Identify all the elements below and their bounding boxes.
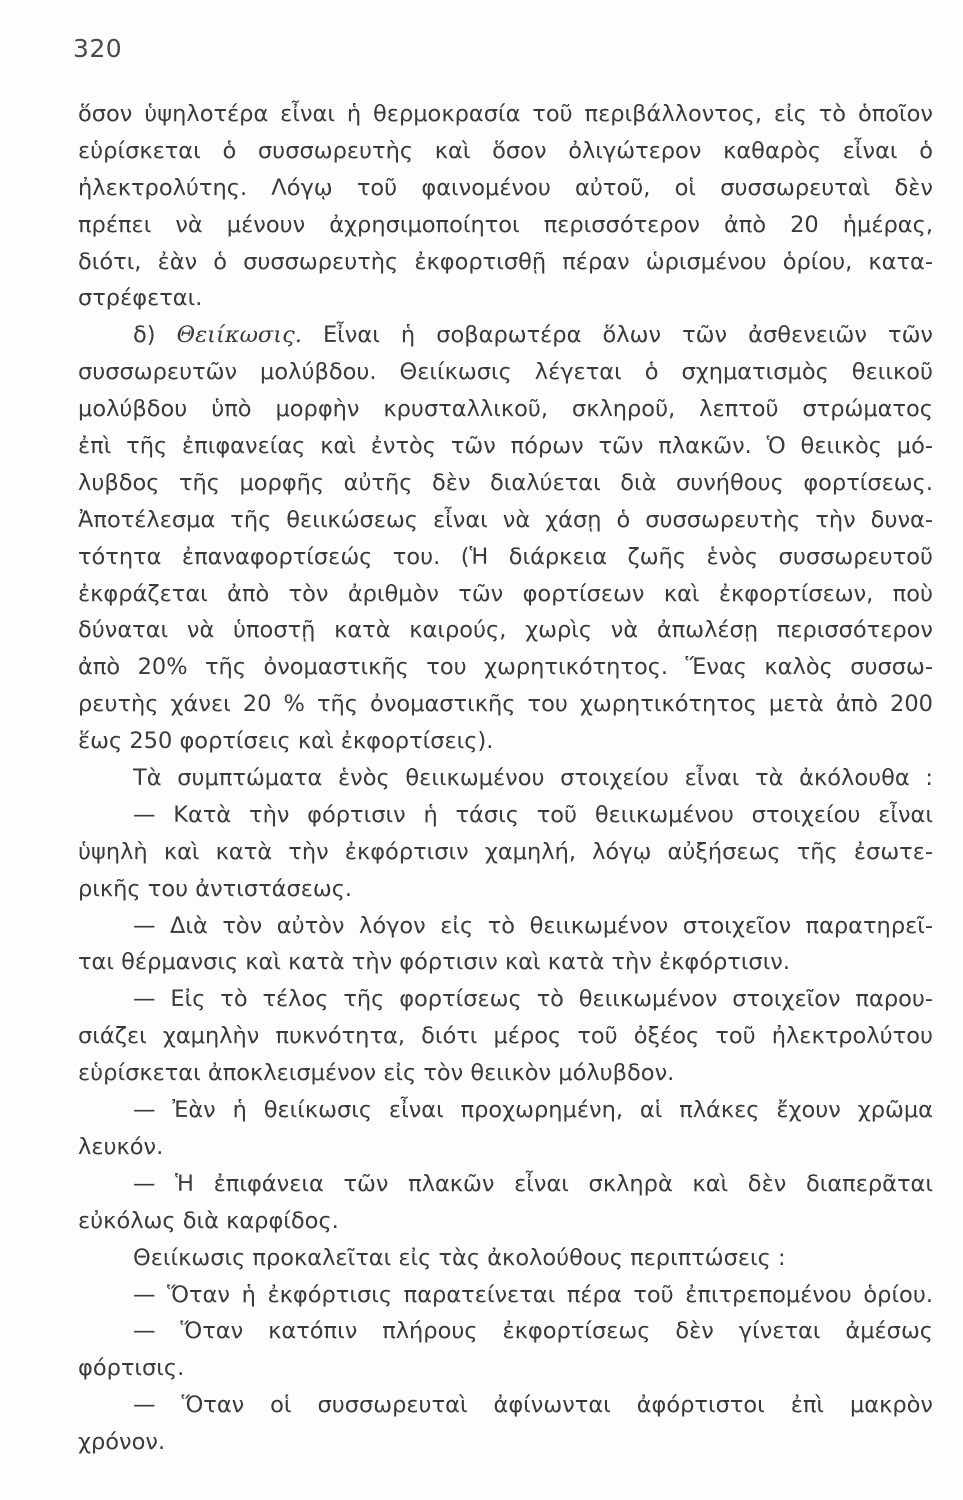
text-line: Θειίκωσις προκαλεῖται εἰς τὰς ἀκολούθους περιπτώσεις :	[133, 1244, 786, 1271]
text-line	[78, 317, 933, 354]
text-line: φόρτισις.	[78, 1355, 185, 1382]
text-line: ἠλεκτρολύτης. Λόγῳ τοῦ φαινομένου αὐτοῦ, οἱ συσσωρευταὶ δὲν	[78, 174, 933, 201]
text-line: — Ὅταν οἱ συσσωρευταὶ ἀφίνωνται ἀφόρτιστοι ἐπὶ μακρὸν	[133, 1392, 933, 1419]
text-line: — Εἰς τὸ τέλος τῆς φορτίσεως τὸ θειικωμένον στοιχεῖον παρου-	[133, 986, 933, 1013]
text-line: ἀπὸ 20% τῆς ὀνομαστικῆς του χωρητικότητος. Ἕνας καλὸς συσσω-	[78, 654, 933, 681]
text-line: σιάζει χαμηλὴν πυκνότητα, διότι μέρος τοῦ ὀξέος τοῦ ἠλεκτρολύτου	[78, 1023, 933, 1050]
text-line: ὅσον ὑψηλοτέρα εἶναι ἡ θερμοκρασία τοῦ περιβάλλοντος, εἰς τὸ ὁποῖον	[78, 101, 933, 127]
text-line: συσσωρευτῶν μολύβδου. Θειίκωσις λέγεται ὁ σχηματισμὸς θειικοῦ	[78, 359, 933, 386]
text-line: ρευτὴς χάνει 20 % τῆς ὀνομαστικῆς του χωρητικότητος μετὰ ἀπὸ 200	[78, 691, 933, 718]
text-line: διότι, ἐὰν ὁ συσσωρευτὴς ἐκφορτισθῇ πέραν ὡρισμένου ὁρίου, κατα-	[78, 248, 933, 275]
text-line: τότητα ἐπαναφορτίσεώς του. (Ἡ διάρκεια ζωῆς ἑνὸς συσσωρευτοῦ	[78, 543, 933, 570]
text-line: στρέφεται.	[78, 285, 203, 312]
line-text: Εἶναι ἡ σοβαρωτέρα ὅλων τῶν ἀσθενειῶν τῶν	[301, 322, 933, 349]
text-line: — Ὅταν κατόπιν πλήρους ἐκφορτίσεως δὲν γίνεται ἀμέσως	[133, 1318, 933, 1345]
text-line: χρόνον.	[78, 1429, 166, 1456]
text-line: ἐπὶ τῆς ἐπιφανείας καὶ ἐντὸς τῶν πόρων τῶν πλακῶν. Ὁ θειικὸς μό-	[78, 433, 933, 460]
text-line: — Ἡ ἐπιφάνεια τῶν πλακῶν εἶναι σκληρὰ καὶ δὲν διαπερᾶται	[133, 1170, 933, 1197]
page-number: 320	[73, 34, 123, 63]
text-line: ται θέρμανσις καὶ κατὰ τὴν φόρτισιν καὶ κατὰ τὴν ἐκφόρτισιν.	[78, 949, 791, 976]
text-line: πρέπει νὰ μένουν ἀχρησιμοποίητοι περισσότερον ἀπὸ 20 ἡμέρας,	[78, 211, 933, 238]
text-line: — Ὅταν ἡ ἐκφόρτισις παρατείνεται πέρα τοῦ ἐπιτρεπομένου ὁρίου.	[133, 1281, 933, 1308]
text-line: δύναται νὰ ὑποστῇ κατὰ καιρούς, χωρὶς νὰ ἀπωλέσῃ περισσότερον	[78, 617, 933, 644]
body-text	[78, 96, 933, 1461]
text-line: — Ἐὰν ἡ θειίκωσις εἶναι προχωρημένη, αἱ πλάκες ἔχουν χρῶμα	[133, 1097, 933, 1124]
text-line: λυβδος τῆς μορφῆς αὐτῆς δὲν διαλύεται διὰ συνήθους φορτίσεως.	[78, 469, 933, 496]
text-line: ρικῆς του ἀντιστάσεως.	[78, 875, 353, 902]
text-line: — Διὰ τὸν αὐτὸν λόγον εἰς τὸ θειικωμένον στοιχεῖον παρατηρεῖ-	[133, 912, 933, 939]
text-line: εὑρίσκεται ἀποκλεισμένον εἰς τὸν θειικὸν μόλυβδον.	[78, 1060, 675, 1087]
text-line: ἕως 250 φορτίσεις καὶ ἐκφορτίσεις).	[78, 728, 494, 755]
section-label: δ)	[133, 322, 177, 349]
text-line: ὑψηλὴ καὶ κατὰ τὴν ἐκφόρτισιν χαμηλή, λόγῳ αὐξήσεως τῆς ἐσωτε-	[78, 838, 933, 865]
section-heading: Θειίκωσις.	[176, 322, 302, 349]
text-line: Τὰ συμπτώματα ἑνὸς θειικωμένου στοιχείου εἶναι τὰ ἀκόλουθα :	[133, 765, 933, 792]
text-line: εὐκόλως διὰ καρφίδος.	[78, 1207, 339, 1234]
text-line: μολύβδου ὑπὸ μορφὴν κρυσταλλικοῦ, σκληροῦ, λεπτοῦ στρώματος	[78, 396, 933, 423]
text-line: Ἀποτέλεσμα τῆς θειικώσεως εἶναι νὰ χάσῃ ὁ συσσωρευτὴς τὴν δυνα-	[78, 506, 933, 533]
text-line: — Κατὰ τὴν φόρτισιν ἡ τάσις τοῦ θειικωμένου στοιχείου εἶναι	[133, 801, 933, 828]
text-line: ἐκφράζεται ἀπὸ τὸν ἀριθμὸν τῶν φορτίσεων καὶ ἐκφορτίσεων, ποὺ	[78, 580, 933, 607]
text-line: λευκόν.	[78, 1133, 164, 1160]
text-line: εὑρίσκεται ὁ συσσωρευτὴς καὶ ὅσον ὀλιγώτερον καθαρὸς εἶναι ὁ	[78, 137, 933, 164]
